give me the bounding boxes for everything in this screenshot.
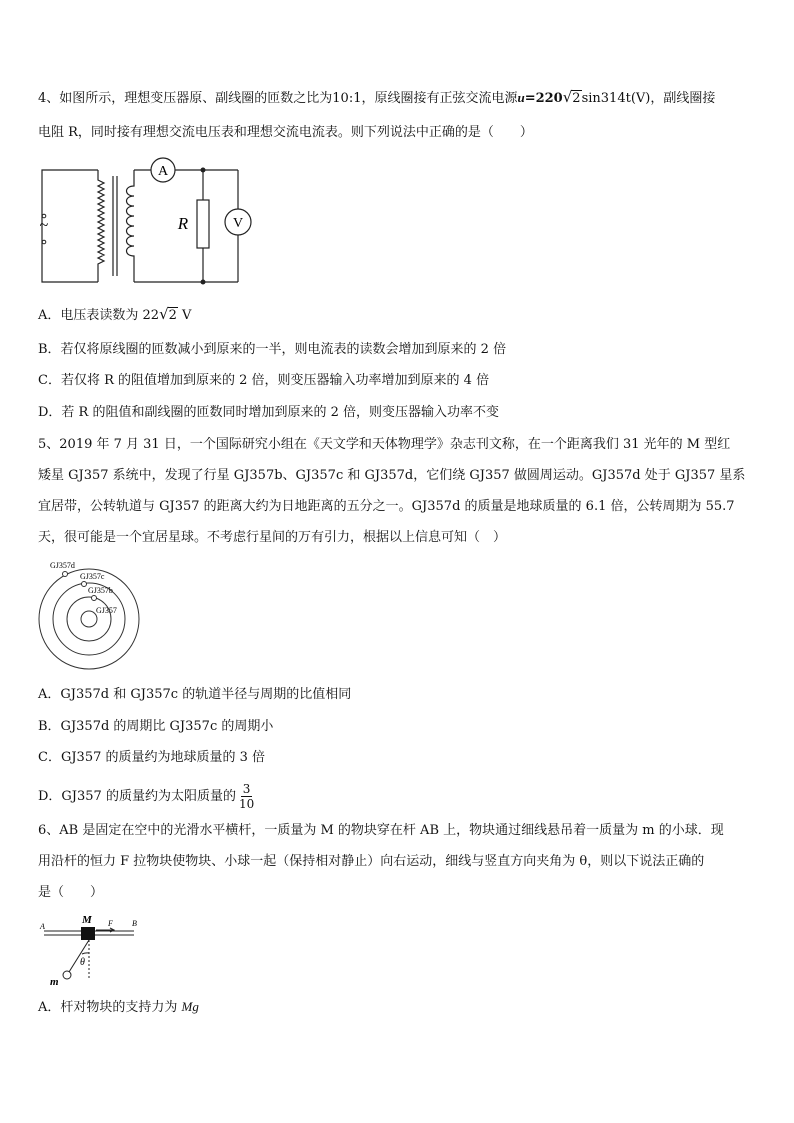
q5-stem-line-1: 5、2019 年 7 月 31 日，一个国际研究小组在《天文学和天体物理学》杂志刊文称，在一个距离我们 31 光年的 M 型红 [38,437,731,452]
q4-sqrt-2: √2 [562,88,581,106]
ball-m-label: m [50,976,59,988]
point-b-label: B [132,919,137,928]
orbit-diagram [38,560,158,670]
q4-stem-line-2: 电阻 R，同时接有理想交流电压表和理想交流电流表。则下列说法中正确的是（ ） [38,125,533,140]
q5-stem-line-4: 天，很可能是一个宜居星球。不考虑行星间的万有引力，根据以上信息可知（ ） [38,530,507,545]
q4-option-d: D．若 R 的阻值和副线圈的匝数同时增加到原来的 2 倍，则变压器输入功率不变 [38,405,500,420]
q5-option-c: C．GJ357 的质量约为地球质量的 3 倍 [38,750,266,765]
point-a-label: A [40,922,45,931]
q6-stem-line-2: 用沿杆的恒力 F 拉物块使物块、小球一起（保持相对静止）向右运动，细线与竖直方向夹角为 θ，则以下说法正确的 [38,854,705,869]
ammeter-label: A [157,164,169,179]
resistor-label: R [177,214,189,233]
option-a-sqrt-2: √2 [159,305,177,323]
q5-stem-line-2: 矮星 GJ357 系统中，发现了行星 GJ357b、GJ357c 和 GJ357d，它们绕 GJ357 做圆周运动。GJ357d 处于 GJ357 星系 [38,468,746,483]
ac-source-symbol: ~ [39,217,49,234]
q4-stem-line-1 [38,88,715,108]
q4-option-c: C．若仅将 R 的阻值增加到原来的 2 倍，则变压器输入功率增加到原来的 4 倍 [38,373,490,388]
orbit-label-gj357b: GJ357b [88,586,113,595]
angle-theta-label: θ [80,957,85,968]
q4-stem-text: 4、如图所示，理想变压器原、副线圈的匝数之比为10:1，原线圈接有正弦交流电源 [38,91,518,106]
orbit-label-gj357-star: GJ357 [96,606,117,615]
q5-stem-line-3: 宜居带，公转轨道与 GJ357 的距离大约为日地距离的五分之一。GJ357d 的质量是地球质量的 6.1 倍，公转周期为 55.7 [38,499,735,514]
q4-option-a: A．电压表读数为 22√2 V [38,305,192,323]
block-m-label: M [82,914,92,926]
orbit-label-gj357c: GJ357c [80,572,105,581]
q4-option-b: B．若仅将原线圈的匝数减小到原来的一半，则电流表的读数会增加到原来的 2 倍 [38,342,507,357]
q4-equals-220: =220 [524,91,563,106]
force-f-label: F [108,919,113,928]
q6-stem-line-1: 6、AB 是固定在空中的光滑水平横杆，一质量为 M 的物块穿在杆 AB 上，物块通过细线悬吊着一质量为 m 的小球．现 [38,823,724,838]
fraction-3-10: $\frac{3}{10}$ [238,782,255,811]
voltmeter-label: V [232,216,244,231]
rod-block-pendulum-figure [38,910,148,988]
q4-stem-tail: sin314t(V)，副线圈接 [581,91,716,106]
q5-option-a: A．GJ357d 和 GJ357c 的轨道半径与周期的比值相同 [38,687,352,702]
q4-u-symbol: u [517,90,525,105]
q6-option-a: A．杆对物块的支持力为 Mg [38,999,199,1015]
q5-option-b: B．GJ357d 的周期比 GJ357c 的周期小 [38,719,274,734]
q6-stem-line-3: 是（ ） [38,885,104,900]
orbit-label-gj357d: GJ357d [50,561,75,570]
q5-option-d: D．GJ357 的质量约为太阳质量的 $\frac{3}{10}$ [38,782,255,811]
transformer-circuit-diagram [38,156,248,286]
